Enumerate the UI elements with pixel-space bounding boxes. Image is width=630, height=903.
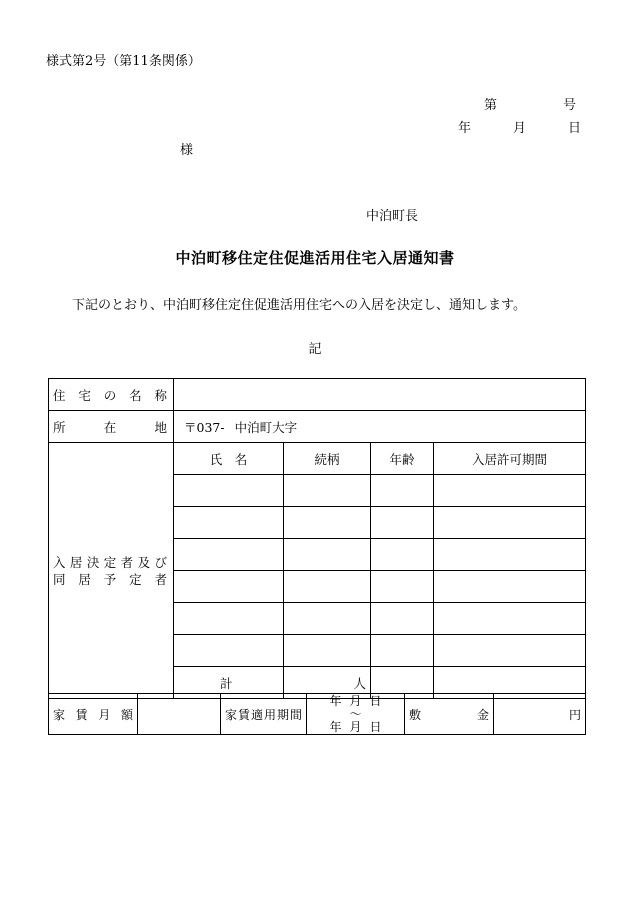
rent-row [49,694,586,735]
occupants-label-line1: 入居決定者及び [53,554,167,570]
col-period-header: 入居許可期間 [434,443,586,475]
form-number: 様式第2号（第11条関係） [46,54,201,69]
yen-unit: 円 [568,707,581,722]
location-row [49,411,586,443]
relation-cell[interactable] [284,539,371,571]
relation-cell[interactable] [284,571,371,603]
month-label: 月 [513,121,527,136]
col-relation-header: 続柄 [284,443,371,475]
rent-table [48,693,586,735]
col-age-header: 年齢 [371,443,434,475]
year-label: 年 [458,121,472,136]
relation-cell[interactable] [284,603,371,635]
age-cell[interactable] [371,635,434,667]
rent-label: 家賃月額 [49,694,138,735]
occupants-label [49,443,174,699]
total-label: 計 [174,667,284,699]
rent-period-field[interactable] [307,694,405,735]
relation-cell[interactable] [284,475,371,507]
name-cell[interactable] [174,603,284,635]
dai-label: 第 [484,98,498,113]
period-cell[interactable] [434,635,586,667]
occupants-header-row [49,443,586,475]
postal-code: 〒037- [184,419,225,435]
period-cell[interactable] [434,475,586,507]
housing-name-row [49,379,586,411]
period-start: 年 月 日 [329,693,382,708]
ki-heading: 記 [308,342,322,357]
period-tilde: ～ [349,706,362,721]
deposit-label: 敷金 [405,694,494,735]
age-cell[interactable] [371,507,434,539]
body-text: 下記のとおり、中泊町移住定住促進活用住宅への入居を決定し、通知します。 [72,298,526,313]
address-text: 中泊町大字 [234,419,298,435]
location-label: 所在地 [49,411,174,443]
age-cell[interactable] [371,475,434,507]
housing-name-label: 住宅の名称 [49,379,174,411]
person-unit: 人 [284,667,371,699]
age-cell[interactable] [371,603,434,635]
issuer-mayor: 中泊町長 [366,209,419,224]
document-number-line [484,94,576,113]
date-line [458,117,581,136]
period-cell[interactable] [434,571,586,603]
day-label: 日 [568,121,582,136]
document-title: 中泊町移住定住促進活用住宅入居通知書 [175,249,455,267]
name-cell[interactable] [174,635,284,667]
col-name-header: 氏 名 [174,443,284,475]
name-cell[interactable] [174,571,284,603]
age-cell[interactable] [371,539,434,571]
location-field[interactable] [174,411,586,443]
period-end: 年 月 日 [329,719,382,734]
occupants-label-line2: 同居予定者 [53,571,167,587]
occupancy-table [48,378,586,699]
period-cell[interactable] [434,603,586,635]
rent-period-label: 家賃適用期間 [221,694,307,735]
period-cell[interactable] [434,507,586,539]
name-cell[interactable] [174,475,284,507]
relation-cell[interactable] [284,507,371,539]
period-cell[interactable] [434,539,586,571]
housing-name-field[interactable] [174,379,586,411]
relation-cell[interactable] [284,635,371,667]
name-cell[interactable] [174,507,284,539]
name-cell[interactable] [174,539,284,571]
go-label: 号 [563,98,577,113]
age-cell[interactable] [371,571,434,603]
rent-amount-field[interactable] [138,694,221,735]
addressee-honorific: 様 [180,143,194,158]
deposit-amount-field[interactable] [494,694,586,735]
